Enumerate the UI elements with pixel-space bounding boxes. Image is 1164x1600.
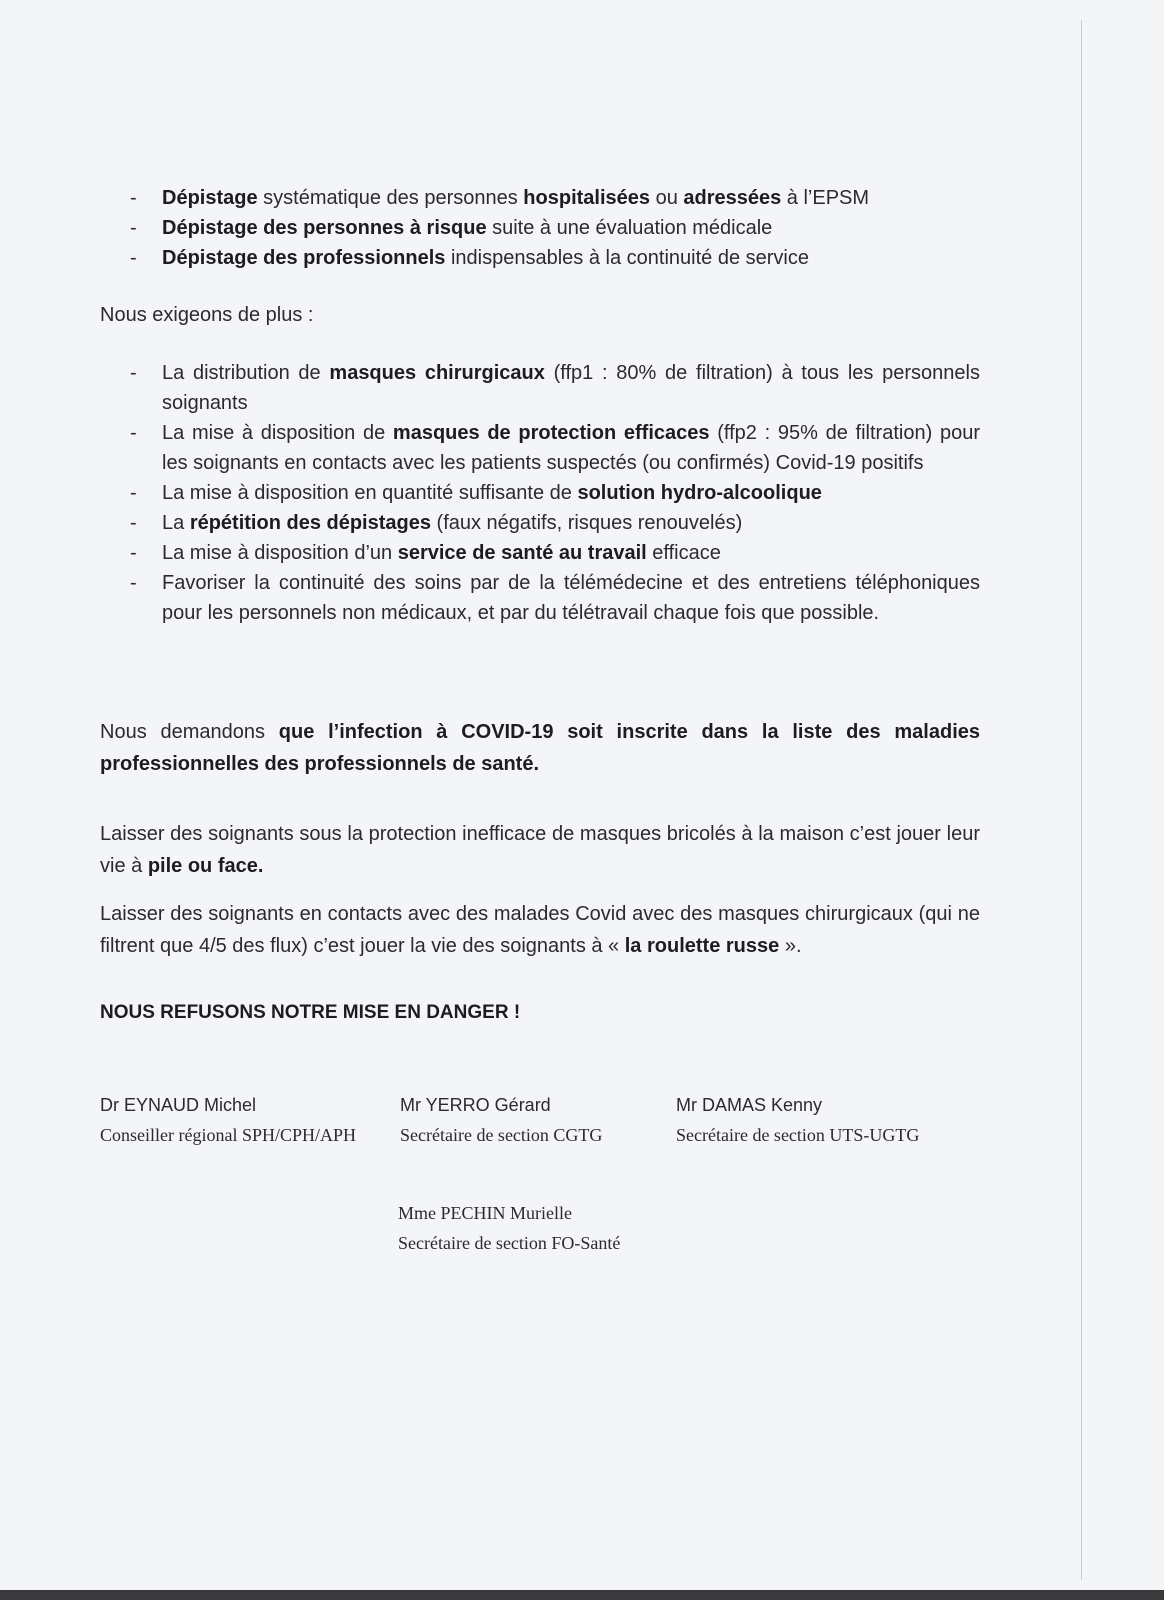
screening-list [100,183,980,273]
demands-intro: Nous exigeons de plus : [100,304,314,326]
text-run: (ffp2 : 95% de filtration) pour les soignants en contacts avec les patients suspectés (ou confirmés) Covid-19 positifs [162,422,980,474]
list-item [100,508,980,538]
signatory-eynaud [100,1090,356,1150]
scan-edge-right [1081,20,1082,1580]
text-run: ». [779,935,802,957]
list-item [100,213,980,243]
refusal-statement: NOUS REFUSONS NOTRE MISE EN DANGER ! [100,1002,521,1023]
bullet-dash: - [130,572,137,594]
bold-text: masques chirurgicaux [329,362,545,384]
list-item [100,568,980,628]
text-run: La [162,512,190,534]
signatory-role: Secrétaire de section FO-Santé [398,1233,621,1253]
text-run: Laisser des soignants sous la protection inefficace de masques bricolés à la maison c’est jouer leur vie à [100,823,980,877]
bold-text: la roulette russe [624,935,780,957]
text-run: Nous demandons [100,721,279,743]
homemade-masks-paragraph [100,818,980,882]
list-item [100,358,980,418]
text-run: systématique des personnes [257,187,524,209]
bold-text: service de santé au travail [397,542,647,564]
bold-text: hospitalisées [523,187,651,209]
text-run: à l’EPSM [781,187,870,209]
signatory-name: Dr EYNAUD Michel [100,1095,257,1115]
signatory-name: Mr DAMAS Kenny [676,1095,823,1115]
list-item [100,183,980,213]
text-run: efficace [646,542,721,564]
list-item [100,418,980,478]
list-item [100,243,980,273]
bullet-dash: - [130,217,137,239]
list-item [100,538,980,568]
scan-edge-bottom [0,1590,1164,1600]
text-run: La mise à disposition de [162,422,393,444]
bullet-dash: - [130,482,137,504]
bold-text: répétition des dépistages [189,512,431,534]
bullet-dash: - [130,187,137,209]
text-run: La mise à disposition en quantité suffisante de [162,482,578,504]
bold-text: solution hydro-alcoolique [577,482,822,504]
bold-text: adressées [683,187,782,209]
text-run: ou [650,187,684,209]
signatory-yerro [400,1090,602,1150]
bullet-dash: - [130,362,137,384]
bullet-dash: - [130,542,137,564]
occupational-disease-paragraph [100,716,980,780]
bold-text: pile ou face. [147,855,264,877]
surgical-masks-paragraph [100,898,980,962]
signatory-role: Secrétaire de section UTS-UGTG [676,1125,920,1145]
bold-text: masques de protection efficaces [392,422,710,444]
signatory-name: Mr YERRO Gérard [400,1095,551,1115]
bold-text: Dépistage des professionnels [162,247,446,269]
signatory-role: Secrétaire de section CGTG [400,1125,603,1145]
text-run: (ffp1 : 80% de filtration) à tous les personnels soignants [162,362,980,414]
demands-list [100,358,980,628]
text-run: La mise à disposition d’un [162,542,398,564]
list-item [100,478,980,508]
signatory-damas [676,1090,919,1150]
text-run: Laisser des soignants en contacts avec des malades Covid avec des masques chirurgicaux (qui ne filtrent que 4/5 des flux) c’est jouer la vie des soignants à « [100,903,980,957]
demands-items [100,358,980,628]
text-run: suite à une évaluation médicale [486,217,773,239]
bold-text: Dépistage [162,187,258,209]
text-run: indispensables à la continuité de service [445,247,809,269]
bold-text: que l’infection à COVID-19 soit inscrite dans la liste des maladies professionnelles des professionnels de santé. [100,721,980,775]
bullet-dash: - [130,247,137,269]
text-run: (faux négatifs, risques renouvelés) [430,512,743,534]
signatory-name: Mme PECHIN Murielle [398,1203,572,1223]
bullet-dash: - [130,422,137,444]
screening-items [100,183,980,273]
bold-text: Dépistage des personnes à risque [162,217,487,239]
text-run: La distribution de [162,362,330,384]
signatory-pechin [398,1198,620,1258]
bullet-dash: - [130,512,137,534]
signatory-role: Conseiller régional SPH/CPH/APH [100,1125,357,1145]
text-run: Favoriser la continuité des soins par de la télémédecine et des entretiens téléphoniques pour les personnels non médicaux, et par du télétravail chaque fois que possible. [162,572,980,624]
